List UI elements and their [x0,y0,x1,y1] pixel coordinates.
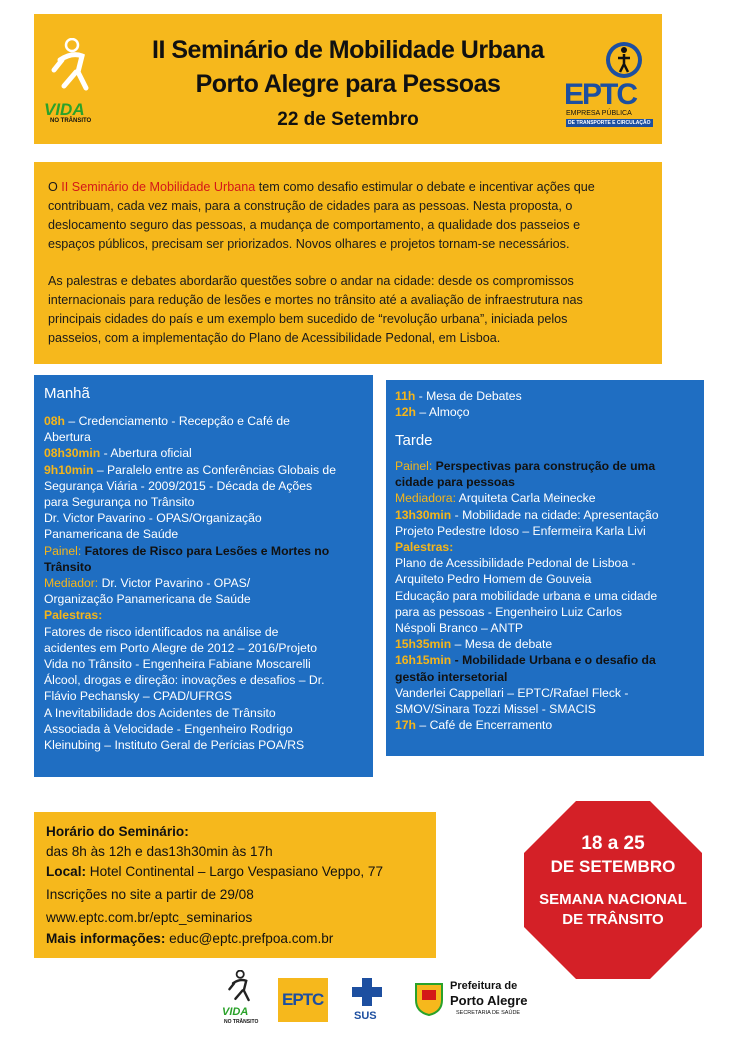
footer-vida-logo [220,970,260,1030]
schedule-line-text: Flávio Pechansky – CPAD/UFRGS [44,689,233,704]
schedule-line [395,652,700,668]
schedule-line-prefix: Painel: [44,543,85,558]
schedule-line-text: Kleinubing – Instituto Geral de Perícias POA/RS [44,738,305,753]
footer-sus-logo [348,978,388,1028]
schedule-line [44,688,369,704]
intro-p2-line: passeios, com a implementação do Plano de Acessibilidade Pedonal, em Lisboa. [48,331,501,345]
schedule-line-emphasis: cidade para pessoas [395,475,515,490]
schedule-line [395,539,700,555]
eptc-logo [560,40,656,128]
intro-p2-line: internacionais para redução de lesões e mortes no trânsito até a avaliação de infraestrutura nas [48,293,583,307]
footer-sus-word: SUS [354,1010,377,1022]
schedule-line-time: Palestras: [44,608,103,623]
title-line-2: Porto Alegre para Pessoas [195,70,501,98]
schedule-line-time: 08h [44,414,66,428]
schedule-line-time: 15h35min [395,637,452,652]
eptc-sub-2: DE TRANSPORTE E CIRCULAÇÃO [568,120,651,126]
schedule-line [395,701,700,717]
schedule-line-text: Segurança Viária - 2009/2015 - Década de Ações [44,478,313,493]
schedule-line [395,474,700,490]
venue-label: Local: [46,864,87,879]
schedule-line [395,490,700,506]
schedule-line-text: - Mesa de Debates [415,389,522,403]
schedule-line-emphasis: Trânsito [44,559,92,574]
schedule-line [44,672,369,688]
schedule-line-text: – Café de Encerramento [416,718,553,733]
schedule-line [44,591,369,607]
website-link[interactable]: www.eptc.com.br/eptc_seminarios [46,910,253,925]
city-crest-icon [414,980,444,1016]
intro-p1-pre: O [48,180,62,194]
badge-title-2: DE TRÂNSITO [562,911,664,928]
schedule-line-time: 11h [395,389,416,403]
intro-p1-line: espaços públicos, precisam ser priorizados. Novos olhares e projetos tornam-se necessários. [48,237,570,251]
pedestrian-sign-icon [604,40,644,80]
schedule-line [395,620,700,636]
morning-lines [44,413,369,753]
walking-person-icon [226,970,252,1006]
schedule-line-time: 16h15min [395,653,452,668]
footer-eptc-logo [278,978,328,1028]
schedule-line-emphasis: Fatores de Risco para Lesões e Mortes no [84,543,330,558]
schedule-line-text: Organização Panamericana de Saúde [44,592,251,607]
schedule-line-time: 17h [395,718,417,733]
schedule-line-time: 08h30min [44,446,101,461]
contact-label: Mais informações: [46,931,166,946]
registration-text: Inscrições no site a partir de 29/08 [46,887,254,902]
schedule-line [44,526,369,542]
schedule-line [44,640,369,656]
schedule-line-text: Dr. Victor Pavarino - OPAS/ [101,576,251,591]
schedule-line-text: Educação para mobilidade urbana e uma cidade [395,588,658,603]
intro-p1-line: deslocamento seguro das pessoas, a mudança de comportamento, a qualidade dos passeios e [48,218,581,232]
footer-prefeitura-2: Porto Alegre [450,993,528,1008]
schedule-line [44,445,369,461]
vida-word: VIDA [44,100,85,119]
schedule-line-time: 13h30min [395,507,452,522]
schedule-line-text: A Inevitabilidade dos Acidentes de Trânsito [44,705,276,720]
intro-paragraph-1 [48,178,646,254]
footer-vida-word: VIDA [222,1006,249,1018]
schedule-line-text: Projeto Pedestre Idoso – Enfermeira Karla Livi [395,523,646,538]
schedule-line-text: Vida no Trânsito - Engenheira Fabiane Moscarelli [44,657,311,672]
info-box [34,812,436,958]
schedule-line [395,555,700,571]
schedule-line-text: Néspoli Branco – ANTP [395,621,524,636]
afternoon-lines [395,458,700,733]
schedule-line [44,737,369,753]
schedule-line [44,624,369,640]
walking-person-icon [50,38,90,98]
schedule-line [395,388,700,404]
schedule-line-text: Dr. Victor Pavarino - OPAS/Organização [44,511,262,526]
vida-no-transito-logo [42,38,98,128]
schedule-line [44,510,369,526]
schedule-hours: das 8h às 12h e das13h30min às 17h [46,844,273,859]
vida-sub: NO TRÂNSITO [50,118,92,124]
schedule-line [44,413,369,429]
footer-vida-sub: NO TRÂNSITO [224,1019,259,1025]
schedule-line [395,588,700,604]
schedule-label: Horário do Seminário: [46,824,189,839]
footer-eptc-word: EPTC [282,990,324,1009]
schedule-line-text: – Paralelo entre as Conferências Globais de [93,462,336,477]
badge-title-1: SEMANA NACIONAL [539,891,687,908]
schedule-line-text: Plano de Acessibilidade Pedonal de Lisboa - [395,556,636,571]
header-banner [34,14,662,144]
schedule-line-text: Abertura [44,430,91,445]
schedule-line [395,717,700,733]
eptc-word: EPTC [564,78,637,111]
midday-lines [395,388,700,420]
intro-p1-highlight: II Seminário de Mobilidade Urbana [61,180,256,194]
schedule-line [395,604,700,620]
schedule-line [44,705,369,721]
intro-p1-line: tem como desafio estimular o debate e incentivar ações que [255,180,595,194]
badge-month: DE SETEMBRO [550,857,676,876]
schedule-line-time: Palestras: [395,540,454,555]
schedule-line-text: SMOV/Sinara Tozzi Missel - SMACIS [395,702,596,717]
octagon-stop-icon [520,797,706,983]
schedule-line [395,404,700,420]
schedule-line [44,575,369,591]
schedule-line-text: Fatores de risco identificados na análise de [44,624,279,639]
intro-box [34,162,662,364]
schedule-line-text: – Almoço [416,405,470,420]
badge-dates: 18 a 25 [581,833,645,854]
schedule-line-emphasis: - Mobilidade Urbana e o desafio da [451,653,656,668]
contact-email[interactable]: educ@eptc.prefpoa.com.br [165,931,334,946]
schedule-line [395,636,700,652]
traffic-week-badge [520,797,706,983]
footer-logos [218,968,548,1034]
schedule-line-text: - Mobilidade na cidade: Apresentação [451,507,659,522]
schedule-line [44,543,369,559]
schedule-line [44,559,369,575]
schedule-line-text: – Mesa de debate [451,637,553,652]
schedule-line-text: acidentes em Porto Alegre de 2012 – 2016/Projeto [44,640,318,655]
title-line-1: II Seminário de Mobilidade Urbana [152,36,544,64]
schedule-line-prefix: Mediadora: [395,491,459,506]
afternoon-heading: Tarde [395,432,433,449]
schedule-line-time: 9h10min [44,462,94,477]
schedule-line-text: para as pessoas - Engenheiro Luiz Carlos [395,604,622,619]
morning-heading: Manhã [44,385,90,402]
schedule-line-emphasis: gestão intersetorial [395,669,508,684]
schedule-line-text: Panamericana de Saúde [44,527,179,542]
venue-line [46,864,383,879]
schedule-line [395,458,700,474]
schedule-line-prefix: Painel: [395,459,436,473]
schedule-line-emphasis: Perspectivas para construção de uma [435,459,656,473]
intro-p1-line: contribuam, cada vez mais, para a construção de cidades para as pessoas. Nesta proposta, o [48,199,573,213]
schedule-line [44,656,369,672]
schedule-line-text: Arquiteto Pedro Homem de Gouveia [395,572,592,587]
footer-prefeitura-1: Prefeitura de [450,980,518,992]
footer-prefeitura-logo [414,980,548,1030]
schedule-line [44,462,369,478]
schedule-line-text: para Segurança no Trânsito [44,495,195,510]
schedule-line [395,685,700,701]
schedule-line-text: Vanderlei Cappellari – EPTC/Rafael Fleck - [395,685,629,700]
venue-text: Hotel Continental – Largo Vespasiano Veppo, 77 [86,864,384,879]
schedule-line-prefix: Mediador: [44,576,102,591]
schedule-line [44,494,369,510]
schedule-line [44,721,369,737]
footer-prefeitura-sub: SECRETARIA DE SAÚDE [456,1010,521,1016]
schedule-line [395,669,700,685]
schedule-line [395,523,700,539]
afternoon-schedule [386,380,704,756]
morning-schedule [34,375,373,777]
schedule-line [44,478,369,494]
intro-p2-line: principais cidades do país e um exemplo bem sucedido de “revolução urbana”, iniciada pelos [48,312,568,326]
schedule-line [395,507,700,523]
event-date: 22 de Setembro [277,109,419,130]
schedule-line-text: Arquiteta Carla Meinecke [458,491,596,506]
schedule-line-text: Álcool, drogas e direção: inovações e desafios – Dr. [44,673,325,688]
eptc-sub-1: EMPRESA PÚBLICA [566,110,632,117]
intro-paragraph-2 [48,272,646,348]
schedule-line [395,571,700,587]
schedule-line-time: 12h [395,405,417,420]
schedule-line-text: – Credenciamento - Recepção e Café de [65,414,290,428]
contact-line [46,931,333,946]
schedule-line-text: Associada à Velocidade - Engenheiro Rodrigo [44,721,293,736]
sus-cross-icon [352,978,382,1006]
schedule-line [44,429,369,445]
schedule-line-text: - Abertura oficial [100,446,192,461]
schedule-line [44,607,369,623]
intro-p2-line: As palestras e debates abordarão questões sobre o andar na cidade: desde os compromissos [48,274,574,288]
